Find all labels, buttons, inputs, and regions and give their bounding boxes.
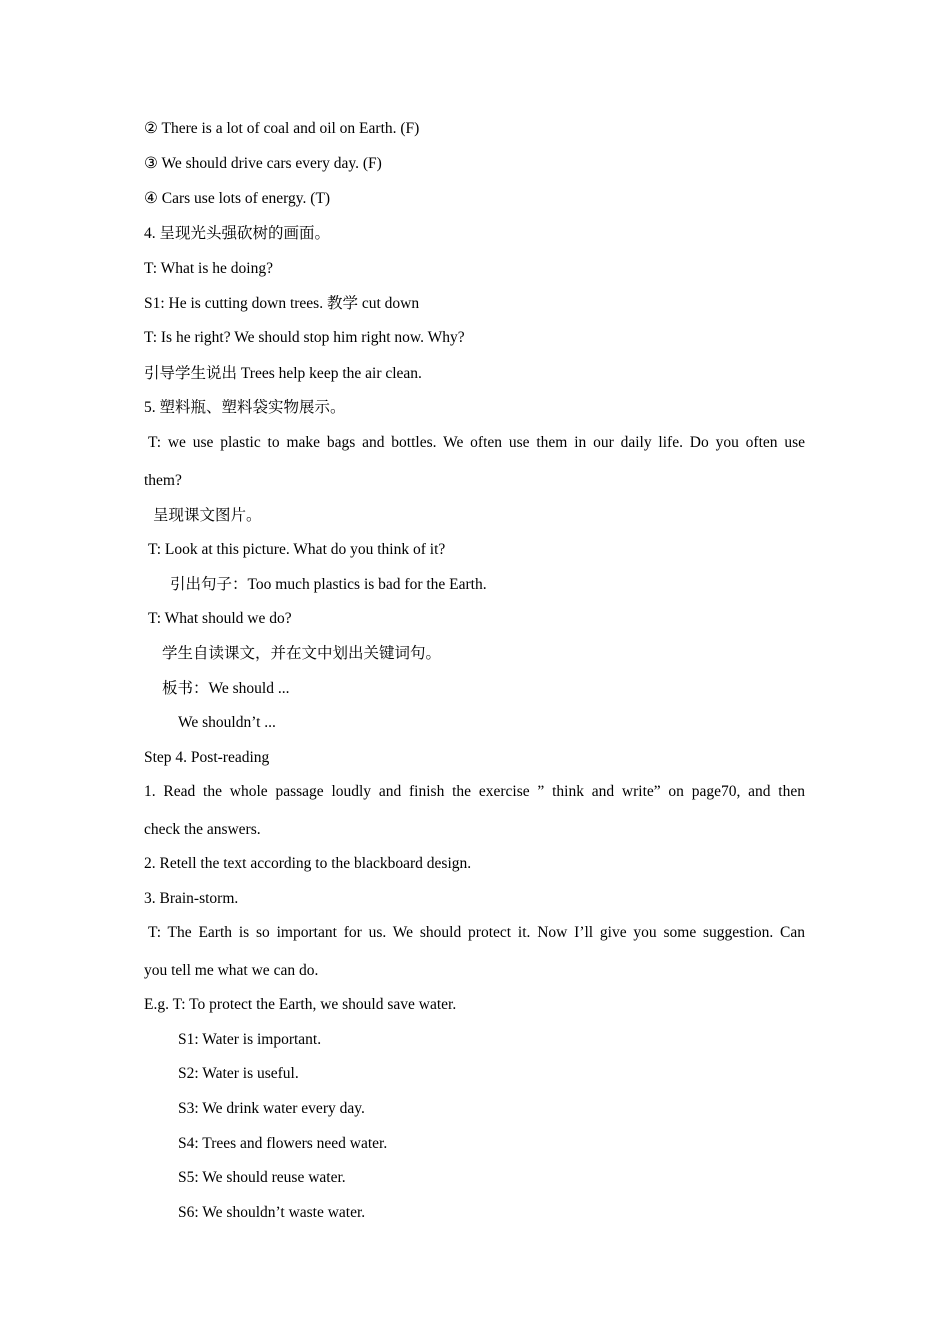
text-line: 引导学生说出 Trees help keep the air clean. (144, 365, 422, 382)
text-line: T: What should we do? (148, 610, 292, 627)
text-line: 4. 呈现光头强砍树的画面。 (144, 225, 331, 242)
text-line: them? (144, 472, 182, 489)
text-line: 5. 塑料瓶、塑料袋实物展示。 (144, 399, 346, 416)
text-line: S2: Water is useful. (178, 1065, 299, 1082)
text-line: 1. Read the whole passage loudly and finish the exercise ” think and write” on page70, and then (144, 783, 805, 800)
text-line: S6: We shouldn’t waste water. (178, 1204, 366, 1221)
text-line: 学生自读课文，并在文中划出关键词句。 (162, 645, 442, 662)
text-line: ③ We should drive cars every day. (F) (144, 155, 382, 172)
text-line: T: The Earth is so important for us. We should protect it. Now I’ll give you some suggestion. Can (148, 924, 805, 941)
text-line: 呈现课文图片。 (153, 507, 262, 524)
text-line: 2. Retell the text according to the blackboard design. (144, 855, 472, 872)
text-line: 3. Brain-storm. (144, 890, 239, 907)
text-line: 引出句子：Too much plastics is bad for the Earth. (170, 576, 487, 593)
text-line: S4: Trees and flowers need water. (178, 1135, 388, 1152)
text-line: ② There is a lot of coal and oil on Earth. (F) (144, 120, 420, 137)
text-line: Step 4. Post-reading (144, 749, 270, 766)
text-line: S3: We drink water every day. (178, 1100, 365, 1117)
text-line: ④ Cars use lots of energy. (T) (144, 190, 331, 207)
text-line: T: Look at this picture. What do you think of it? (148, 541, 446, 558)
text-line: S1: He is cutting down trees. 教学 cut down (144, 295, 420, 312)
text-line: We shouldn’t ... (178, 714, 276, 731)
text-line: you tell me what we can do. (144, 962, 319, 979)
text-line: E.g. T: To protect the Earth, we should save water. (144, 996, 457, 1013)
text-line: 板书：We should ... (162, 680, 290, 697)
text-line: S5: We should reuse water. (178, 1169, 346, 1186)
text-line: T: we use plastic to make bags and bottles. We often use them in our daily life. Do you often use (148, 434, 805, 451)
text-line: T: What is he doing? (144, 260, 273, 277)
text-line: T: Is he right? We should stop him right now. Why? (144, 329, 465, 346)
text-line: check the answers. (144, 821, 261, 838)
text-line: S1: Water is important. (178, 1031, 322, 1048)
